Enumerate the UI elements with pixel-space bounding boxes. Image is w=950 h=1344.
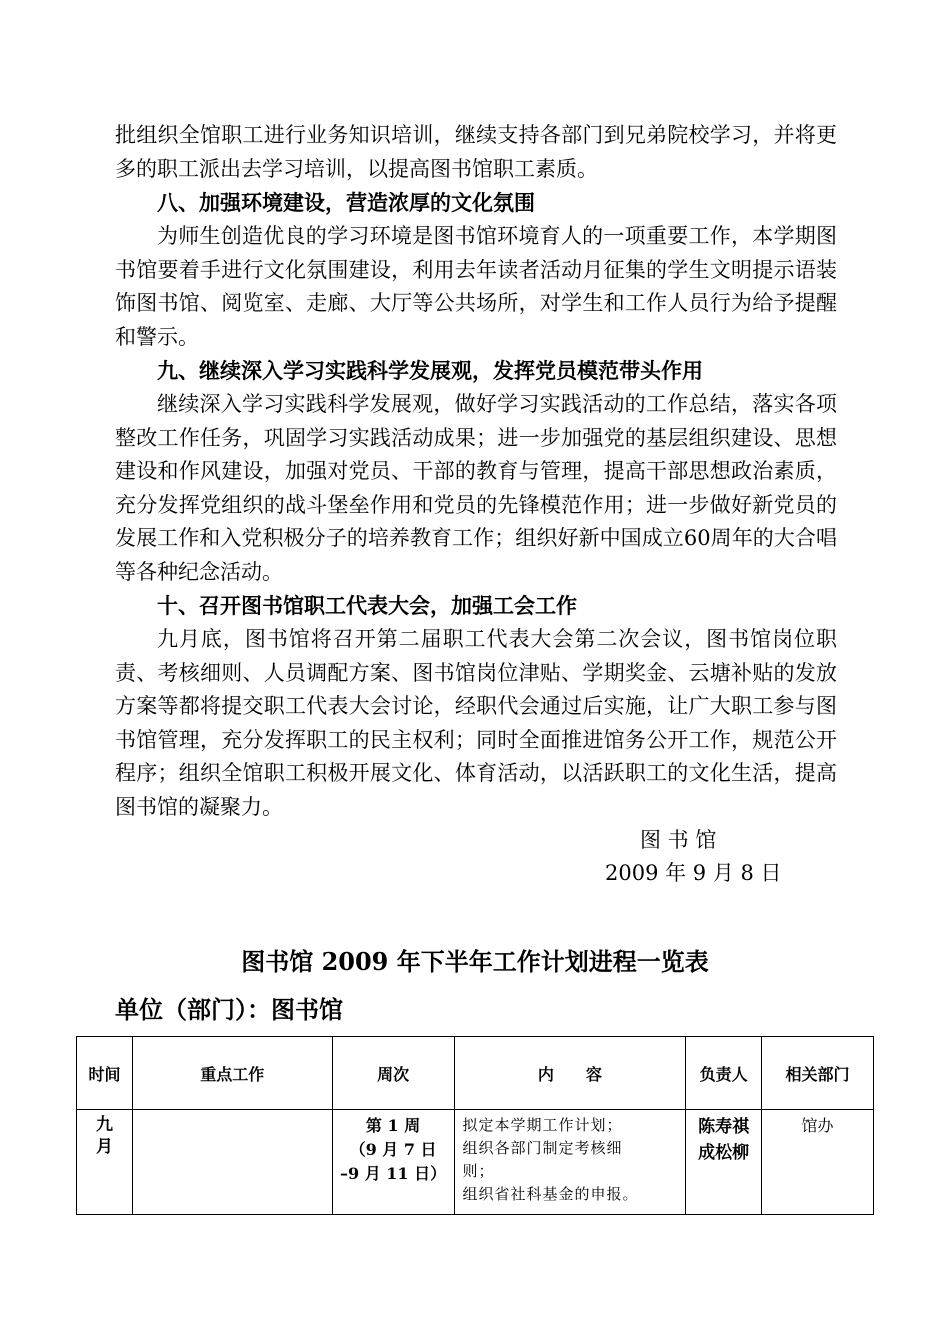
section-heading-10: 十、召开图书馆职工代表大会，加强工会工作	[157, 593, 577, 618]
paragraph-training: 批组织全馆职工进行业务知识培训，继续支持各部门到兄弟院校学习，并将更多的职工派出去学习培训，以提高图书馆职工素质。	[115, 123, 837, 181]
cell-dept: 馆办	[762, 1110, 874, 1215]
section-heading-9: 九、继续深入学习实践科学发展观，发挥党员模范带头作用	[157, 358, 703, 383]
plan-title: 图书馆 2009 年下半年工作计划进程一览表	[241, 947, 709, 976]
header-key-work: 重点工作	[132, 1037, 332, 1110]
paragraph-union: 九月底，图书馆将召开第二届职工代表大会第二次会议，图书馆岗位职责、考核细则、人员调配方案、图书馆岗位津贴、学期奖金、云塘补贴的发放方案等都将提交职工代表大会讨论，经职代会通过后实施，让广大职工参与图书馆管理，充分发挥职工的民主权利；同时全面推进馆务公开工作，规范公开程序；组织全馆职工积极开展文化、体育活动，以活跃职工的文化生活，提高图书馆的凝聚力。	[115, 627, 837, 819]
table-row	[77, 1110, 874, 1215]
plan-unit: 单位（部门）：图书馆	[115, 996, 343, 1024]
plan-table	[76, 1036, 874, 1215]
cell-content: 拟定本学期工作计划； 组织各部门制定考核细 则； 组织省社科基金的申报。	[454, 1110, 686, 1215]
cell-month: 九 月	[77, 1110, 133, 1215]
signature-date: 2009 年 9 月 8 日	[605, 861, 782, 885]
paragraph-party-building: 继续深入学习实践科学发展观，做好学习实践活动的工作总结，落实各项整改工作任务，巩固学习实践活动成果；进一步加强党的基层组织建设、思想建设和作风建设，加强对党员、干部的教育与管理，提高干部思想政治素质，充分发挥党组织的战斗堡垒作用和党员的先锋模范作用；进一步做好新党员的发展工作和入党积极分子的培养教育工作；组织好新中国成立60周年的大合唱等各种纪念活动。	[115, 392, 837, 584]
cell-week: 第 1 周 （9 月 7 日 –9 月 11 日）	[332, 1110, 454, 1215]
header-owner: 负责人	[686, 1037, 762, 1110]
cell-key-work	[132, 1110, 332, 1215]
signature-org: 图 书 馆	[640, 828, 717, 852]
header-week: 周次	[332, 1037, 454, 1110]
section-heading-8: 八、加强环境建设，营造浓厚的文化氛围	[157, 190, 535, 215]
table-header-row	[77, 1037, 874, 1110]
header-content: 内 容	[454, 1037, 686, 1110]
header-dept: 相关部门	[762, 1037, 874, 1110]
paragraph-environment: 为师生创造优良的学习环境是图书馆环境育人的一项重要工作，本学期图书馆要着手进行文化氛围建设，利用去年读者活动月征集的学生文明提示语装饰图书馆、阅览室、走廊、大厅等公共场所，对学生和工作人员行为给予提醒和警示。	[115, 224, 837, 349]
cell-owner: 陈寿祺 成松柳	[686, 1110, 762, 1215]
header-time: 时间	[77, 1037, 133, 1110]
